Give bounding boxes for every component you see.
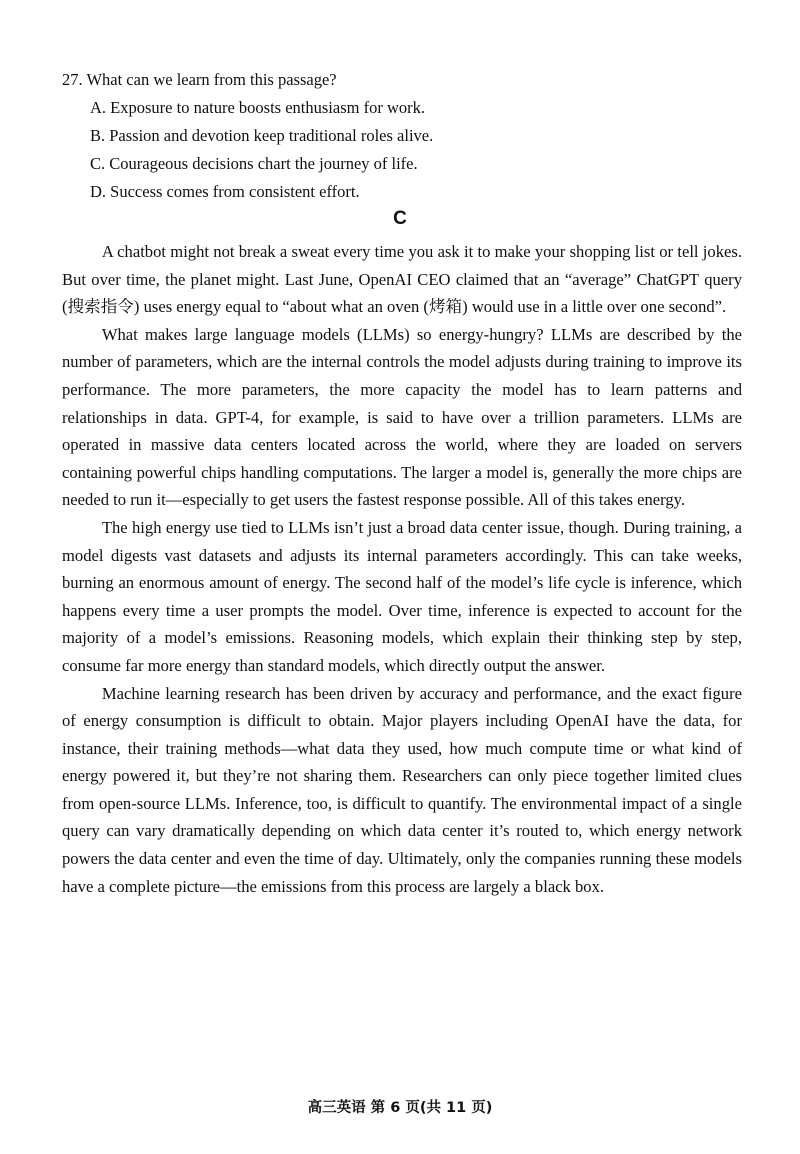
- passage-paragraph: What makes large language models (LLMs) so energy-hungry? LLMs are described by the number of parameters, which are the internal controls the model adjusts during training to improve its performance. The more parameters, the more capacity the model has to learn patterns and relationships in data. GPT-4, for example, is said to have over a trillion parameters. LLMs are operated in massive data centers located across the world, where they are loaded on servers containing powerful chips handling computations. The larger a model is, generally the more chips are needed to run it—especially to get users the fastest response possible. All of this takes energy.: [62, 324, 742, 510]
- section-heading: C: [393, 208, 407, 229]
- passage-paragraph: Machine learning research has been driven by accuracy and performance, and the exact figure of energy consumption is difficult to obtain. Major players including OpenAI have the data, for instance, their training methods—what data they used, how much compute time or what kind of energy powered it, but they’re not sharing them. Researchers can only piece together limited clues from open-source LLMs. Inference, too, is difficult to quantify. The environmental impact of a single query can vary dramatically depending on which data center it’s routed to, which energy network powers the data center and even the time of day. Ultimately, only the companies running these models have a complete picture—the emissions from this process are largely a black box.: [62, 683, 742, 896]
- option-c: C. Courageous decisions chart the journey of life.: [90, 154, 418, 173]
- answer-options: [62, 94, 762, 206]
- passage: [62, 238, 742, 900]
- question-27: [62, 66, 762, 206]
- option-d: D. Success comes from consistent effort.: [90, 182, 360, 201]
- passage-paragraph: A chatbot might not break a sweat every time you ask it to make your shopping list or tell jokes. But over time, the planet might. Last June, OpenAI CEO claimed that an “average” ChatGPT query (搜索指令) uses energy equal to “about what an oven (烤箱) would use in a little over one second”.: [62, 242, 742, 317]
- option-a: A. Exposure to nature boosts enthusiasm for work.: [90, 98, 425, 117]
- page-footer: 高三英语 第 6 页(共 11 页): [307, 1100, 493, 1116]
- question-stem: 27. What can we learn from this passage?: [62, 70, 337, 89]
- passage-paragraph: The high energy use tied to LLMs isn’t just a broad data center issue, though. During training, a model digests vast datasets and adjusts its internal parameters accordingly. This can take weeks, burning an enormous amount of energy. The second half of the model’s life cycle is inference, which happens every time a user prompts the model. Over time, inference is expected to account for the majority of a model’s emissions. Reasoning models, which explain their thinking step by step, consume far more energy than standard models, which directly output the answer.: [62, 517, 742, 675]
- option-b: B. Passion and devotion keep traditional roles alive.: [90, 126, 434, 145]
